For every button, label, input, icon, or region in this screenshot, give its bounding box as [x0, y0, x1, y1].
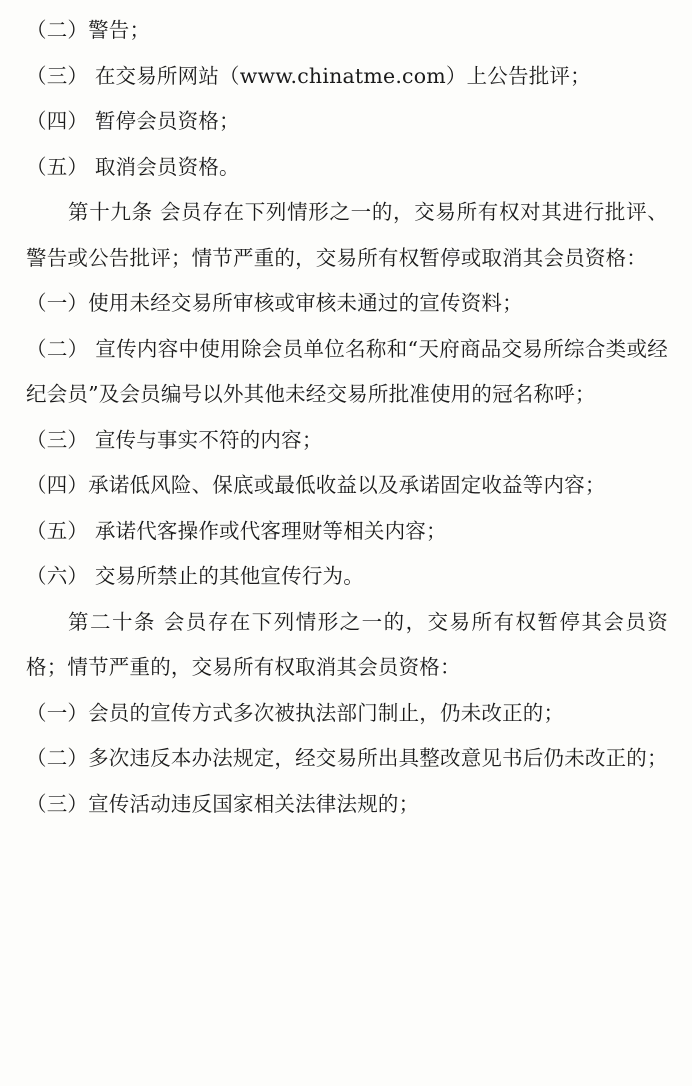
document-body: [26, 8, 668, 827]
paragraph-article-19: 第十九条 会员存在下列情形之一的，交易所有权对其进行批评、警告或公告批评；情节严重的，交易所有权暂停或取消其会员资格：: [26, 200, 668, 270]
paragraph-item-3-website-notice: （三） 在交易所网站（www.chinatme.com）上公告批评；: [26, 63, 591, 88]
paragraph-a20-item-3: （三）宣传活动违反国家相关法律法规的；: [26, 791, 420, 816]
paragraph-a20-item-1: （一）会员的宣传方式多次被执法部门制止，仍未改正的；: [26, 700, 565, 725]
paragraph-a20-item-2: （二）多次违反本办法规定，经交易所出具整改意见书后仍未改正的；: [26, 746, 668, 770]
paragraph-item-4-suspend-membership: （四） 暂停会员资格；: [26, 109, 240, 133]
paragraph-a19-item-6: （六） 交易所禁止的其他宣传行为。: [26, 564, 364, 588]
paragraph-item-5-cancel-membership: （五） 取消会员资格。: [26, 154, 240, 179]
paragraph-a19-item-1: （一）使用未经交易所审核或审核未通过的宣传资料；: [26, 291, 523, 315]
paragraph-article-20: 第二十条 会员存在下列情形之一的，交易所有权暂停其会员资格；情节严重的，交易所有权取消其会员资格：: [26, 609, 668, 679]
paragraph-a19-item-4: （四）承诺低风险、保底或最低收益以及承诺固定收益等内容；: [26, 473, 606, 497]
paragraph-a19-item-2: （二） 宣传内容中使用除会员单位名称和“天府商品交易所综合类或经纪会员”及会员编号以外其他未经交易所批准使用的冠名称呼；: [26, 336, 668, 406]
paragraph-a19-item-3: （三） 宣传与事实不符的内容；: [26, 427, 323, 452]
paragraph-item-2-warning: （二）警告；: [26, 18, 151, 42]
paragraph-a19-item-5: （五） 承诺代客操作或代客理财等相关内容；: [26, 518, 447, 543]
